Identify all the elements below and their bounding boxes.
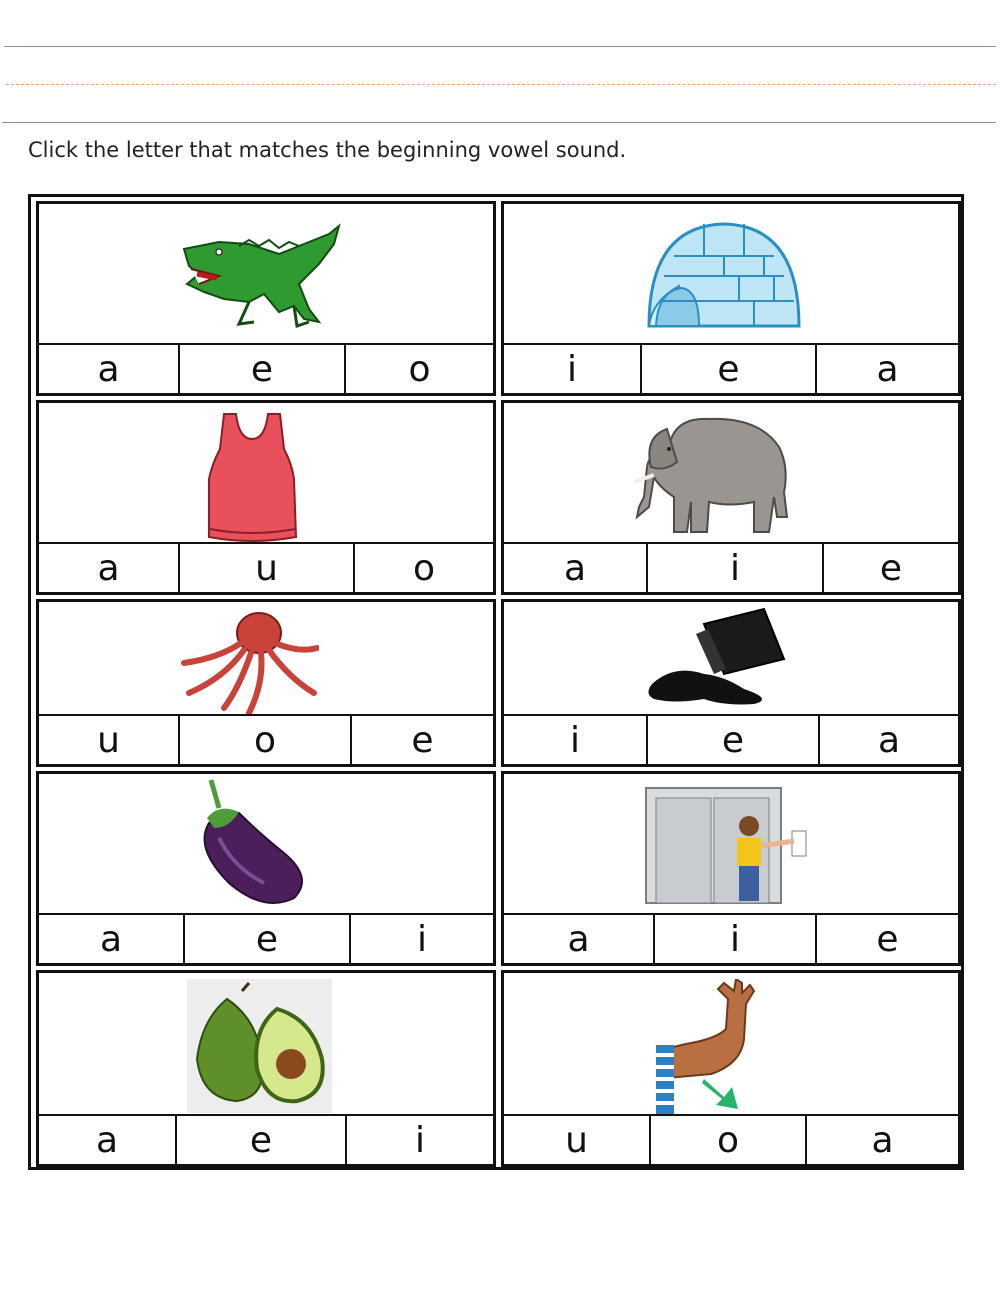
elephant-icon (629, 407, 799, 542)
card-igloo (501, 201, 961, 396)
option-e[interactable]: e (646, 716, 818, 764)
option-i[interactable]: i (646, 544, 822, 592)
card-elevator (501, 771, 961, 966)
card-octopus (36, 599, 496, 767)
option-a[interactable]: a (99, 918, 123, 960)
card-avocado (36, 970, 496, 1167)
option-e[interactable]: e (178, 345, 344, 393)
option-u[interactable]: u (178, 544, 353, 592)
option-a[interactable]: a (95, 1119, 119, 1161)
option-u[interactable]: u (565, 1119, 588, 1161)
option-o[interactable]: o (649, 1116, 805, 1164)
option-e[interactable]: e (175, 1116, 345, 1164)
option-e[interactable]: e (183, 915, 349, 963)
option-e[interactable]: e (350, 716, 493, 764)
card-elephant (501, 400, 961, 595)
card-alligator (36, 201, 496, 396)
option-a[interactable]: a (805, 1116, 958, 1164)
option-i[interactable]: i (566, 348, 577, 390)
header-rule-dashed (6, 84, 996, 85)
header-rule-top (4, 46, 996, 47)
option-i[interactable]: i (569, 719, 580, 761)
card-undershirt (36, 400, 496, 595)
option-a[interactable]: a (818, 716, 958, 764)
option-e[interactable]: e (640, 345, 815, 393)
upper-arm-icon (656, 979, 756, 1115)
card-upper-arm (501, 970, 961, 1167)
option-a[interactable]: a (97, 348, 120, 390)
alligator-icon (179, 214, 349, 339)
elevator-icon (644, 786, 809, 911)
option-i[interactable]: i (653, 915, 815, 963)
card-eggplant (36, 771, 496, 966)
header-rule-bottom (2, 122, 996, 123)
option-i[interactable]: i (345, 1116, 493, 1164)
option-o[interactable]: o (178, 716, 350, 764)
undershirt-icon (204, 409, 299, 544)
octopus-icon (179, 608, 319, 716)
option-a[interactable]: a (97, 547, 120, 589)
option-e[interactable]: e (815, 915, 958, 963)
instruction-text: Click the letter that matches the beginning vowel sound. (28, 138, 627, 162)
avocado-icon (187, 979, 332, 1113)
option-a[interactable]: a (567, 918, 590, 960)
eggplant-icon (189, 778, 309, 910)
option-u[interactable]: u (97, 719, 120, 761)
option-o[interactable]: o (353, 544, 493, 592)
option-e[interactable]: e (822, 544, 958, 592)
igloo-icon (644, 216, 804, 331)
option-o[interactable]: o (344, 345, 493, 393)
ink-icon (644, 604, 792, 714)
option-a[interactable]: a (563, 547, 587, 589)
card-ink (501, 599, 961, 767)
option-a[interactable]: a (815, 345, 958, 393)
option-i[interactable]: i (349, 915, 493, 963)
